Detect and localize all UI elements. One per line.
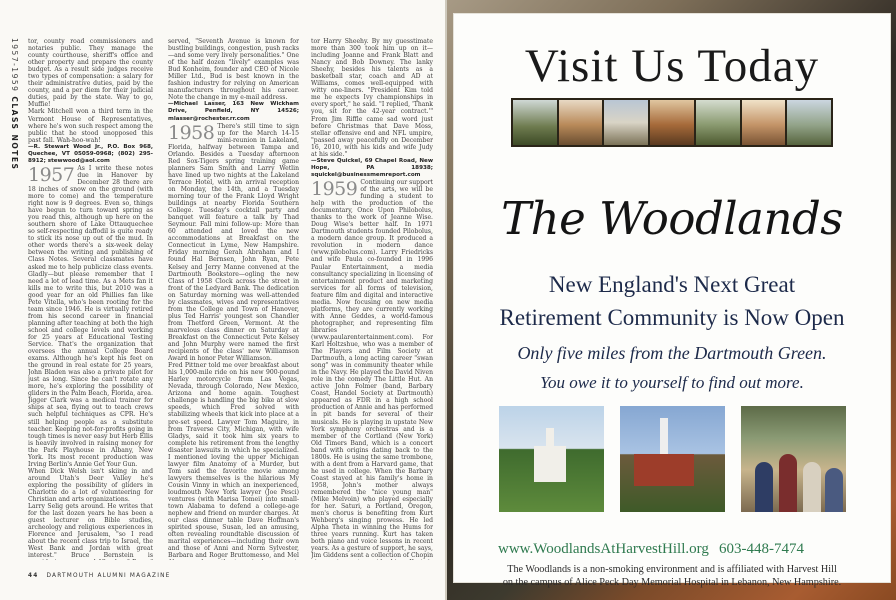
- column-3: [311, 38, 433, 560]
- building-shape: [534, 446, 566, 482]
- subheadline-2: You owe it to yourself to find out more.: [540, 373, 804, 392]
- ad-title: Visit Us Today: [524, 40, 820, 92]
- photo-strip: [511, 98, 833, 147]
- residents-photo: [741, 406, 846, 512]
- phone-number[interactable]: 603-448-7474: [719, 541, 804, 557]
- page-footer: [28, 573, 171, 579]
- col2-body: There's still time to sign up for the March 14-15 mini-reunion in Lakeland, Florida, halfway between Tampa and Orlando. Besides a Tuesday afternoon Red Sox-Tigers spring training game planners Sam Smith and Larry Wetlin have lined up two nights at the Lakeland Terrace Hotel, with an arrival reception on Monday, the 14th, and a Tuesday morning tour of the Frank Lloyd Wright buildings at nearby Florida Southern College. Tuesday's cocktail party and banquet will feature a talk by Thad Seymour. Fall mini follow-up: More than 60 attended and loved the new accommodations at Breakfast on the Connecticut in Lyme, New Hampshire. Friday morning Gerah Abraham and I found Hal Bernsen, John Ryan, Pete Kelsey and Jerry Manne convened at the Dartmouth Bookstore—ogling the new Class of 1958 Clock across the street in front of the Ledyard Bank. The dedication on Saturday morning was well-attended by classmates, wives and representatives from the College and Town of Hanover, plus Ted Harris' youngest son Chandler from Thetford Green, Vermont. At the marvelous class dinner on Saturday at Breakfast on the Connecticut Pete Kelsey and John Murphy were named the first recipients of the class' new Williamson Award in honor Peter Williamson.: [168, 122, 299, 363]
- woodlands-logo-text: The Woodlands: [501, 192, 843, 245]
- magazine-page-left: [0, 0, 445, 600]
- col1-larry: Larry Selig gets around. He writes that for the last dozen years he has been a guest lecturer on Bible studies, archeology and religious experiences in Florence and Jerusalem, "so I read about the recent class trip to Israel, the West Bank and Jordan with great interest." Bruce Bernstein is: [28, 503, 153, 560]
- person-shape: [755, 462, 773, 512]
- person-shape: [803, 462, 821, 512]
- col1-signature: —R. Stewart Wood Jr., P.O. Box 968, Quechee, VT 05059-0968; (802) 295-8912; stewwood@aol.com: [28, 143, 153, 164]
- magazine-title: DARTMOUTH ALUMNI MAGAZINE: [46, 573, 171, 579]
- section-side-label: [9, 38, 21, 198]
- person-shape: [779, 454, 797, 512]
- woodlands-advertisement: [454, 14, 890, 588]
- strip-photo: [787, 100, 831, 145]
- year-1959: 1959: [311, 177, 358, 200]
- col2-signature: —Michael Lasser, 163 New Wickham Drive, Penfield, NY 14526; mlasser@rochester.rr.com: [168, 101, 299, 122]
- col1-dick: When Dick Welsh isn't skiing in and around Utah's Deer Valley he's exploring the possibility of gliders in Charlotte do a lot of volunteering for Christian and arts organizations.: [28, 467, 153, 504]
- col3-body: Continuing our support of the arts, we will be funding a student to help with the production of the documentary, Once Upon Philobolus, thanks to the work of Jeanne Wise. Doug Wise's better half. In 1971 Dartmouth students founded Pilobolus, a modern dance group. It produced a revolution in modern dance (www.pilobolus.com). Larry Friedricks and wife Paula co-founded in 1996 Paular Entertainment, a media consultancy specializing in licensing of entertainment product and marketing services for all forms of television, feature film and digital and interactive media. Now focusing on new media platforms, they are currently working with Anne Geddes, a world-famous photographer, and representing film libraries (www.paularentertainment.com). For Karl Holtzshue, who was a member of The Players and Film Society at Dartmouth, a long acting career "swan song" was in community theater while in the Navy. He played the David Niven role in the comedy The Little Hut. An active John Folmer (band, Barbary Coast, Handel Society at Dartmouth) appeared as FDR in a high school production of Annie and has performed in pit bands for several of their musicals. He is playing in upstate New York symphony orchestras and is a member of the Cortland (New York) Old Timers Band, which is a concert band with origins dating back to the 1800s. He is using the same trombone, with a dent from a Harvard game, that he used in college. When the Barbary Coast stayed at his family's home in 1958, John's mother always remembered the "nice young man" (Mike Melvoin) who played especially for her. Saturi, a Portland, Oregon, men's chorus is benefiting from Kurt Wehberg's singing prowess. He led Alpha Theta in winning the Hums for three years running. Kurt has taken both piano and voice lessons in recent years. As a gesture of support, he says, Jim Giddens sent a collection of Chopin: [311, 178, 433, 560]
- col1-body: As I write these notes due in Hanover by December 28 there are 18 inches of snow on the ground (with more to come) and the temperature right now is 9 degrees. Even so, things have begun to turn toward spring as you read this, although up here on the southern shore of Lake Ottauquechee so self-respecting daffodil is quite ready to stick its nose up out of the mud. In other words there's a six-week delay between the writing and publishing of Class Notes. Several classmates have asked me to help publicize class events. Gladly—but please remember that I need a lot of lead time. As a Mets fan it kills me to write this, but 2010 was a good year for an old Phillies fan like Pete Vitella, who's been rooting for the team since 1946. He is virtually retired from his second career in financial planning after teaching at both the high school and college levels and working for 25 years at Educational Testing Service. That's the organization that oversees the annual College Board exams. Although he's kept his feet on the ground in real estate for 25 years, John Bladen was also a private pilot for just as long. Since he can't rotate any more, he's exploring the possibility of gliders in the Palm Beach, Florida, area.: [28, 164, 153, 398]
- col2-fred: Fred Pittner told me over breakfast about his 1,000-mile ride on his new 900-pound Harley motorcycle from Las Vegas, Nevada, through Colorado, New Mexico, Arizona and home again. Toughest challenge is handling the big bike at slow speeds, which Fred solved with stabilizing wheels that kick into place at a pre-set speed. Lawyer Tom Maguire, in from Traverse City, Michigan, with wife Gladys, said it took him six years to complete his retirement from the lengthy disaster lawsuits in which he specialized. I mentioned loving the upper Michigan lawyer film Anatomy of a Murder, but Tom said the favorite movie among lawyers themselves is the hilarious My Cousin Vinny in which an inexperienced, loudmouth New York lawyer (Joe Pesci) ventures (with Marisa Tomei) into small-town Alabama to defend a college-age nephew and friend on murder charges. At our class dinner table Dave Hoffman's spirited spouse, Susan, led an amusing, often revealing roundtable discussion of marital experiences—including their own and those of Anni and Norm Sylvester, Barbara and Roger Bruttomesso, and Mel: [168, 362, 299, 560]
- headline-line-1: New England's Next Great: [548, 272, 796, 297]
- tower-shape: [634, 454, 694, 486]
- col3-top: tor Harry Sheehy. By my guesstimate more than 300 took him up on it—including Joanne and Frank Blatt and Nancy and Bob Downey. The lanky Sheehy, besides his talents as a basketball star, coach and AD at Williams, comes well-equipped with witty one-liners. "President Kim told me he expects Ivy championships in every sport," he said. "I replied, 'Thank you, sit for the 42-year contract.'" From Jim Riffle came sad word just before Christmas that Dave Moss, stellar offensive end and NFL umpire, "passed away peacefully on December 16, 2010, with his kids and wife Judy at his side.": [311, 38, 433, 158]
- person-shape: [825, 468, 843, 512]
- col1-intro: tor, county road commissioners and notaries public. They manage the county courthouse, sheriff's office and other property and prepare the county budget. As a result side judges receive two types of compensation: a salary for their administrative duties, paid by the county, and a per diem for their judicial duties, paid by the state. Way to go, Muffie!: [28, 38, 153, 109]
- col3-signature: —Steve Quickel, 69 Chapel Road, New Hope, PA 18938; squickel@businessmemreport.com: [311, 157, 433, 178]
- campus-photo: [620, 406, 725, 512]
- column-2: [168, 38, 299, 560]
- page-number: 44: [28, 573, 39, 579]
- column-1: [28, 38, 153, 560]
- year-1957: 1957: [28, 163, 75, 186]
- strip-photo: [650, 100, 694, 145]
- col2-top: served, "Seventh Avenue is known for bustling buildings, congestion, push racks—and some very lively personalities." One of the half dozen "lively" examples was Bud Konheim, founder and CEO of Nicole Miller Ltd., Bud is best known in the fashion industry for relying on American manufacturers throughout his career. Note the change in my e-mail address.: [168, 38, 299, 102]
- ad-photos: [499, 406, 846, 512]
- strip-photo: [604, 100, 648, 145]
- col1-jigger: Jigger Clark was a medical trainer for ships at sea, flying out to teach crews such helpful techniques as CPR. He's still helping people as a substitute teacher. Keeping not-for-profits going in tough times is never easy but Herb Ellis is heavily involved in raising money for the Park Playhouse in Albany, New York. Its most recent production was Irving Berlin's Annie Get Your Gun.: [28, 397, 153, 468]
- strip-photo: [696, 100, 740, 145]
- year-1958: 1958: [168, 121, 215, 144]
- subheadline-1: Only five miles from the Dartmouth Green.: [517, 343, 827, 363]
- headline-line-2: Retirement Community is Now Open: [499, 305, 845, 330]
- strip-photo: [513, 100, 557, 145]
- section-name: CLASS NOTES: [10, 96, 19, 171]
- strip-photo: [742, 100, 786, 145]
- disclaimer-line-1: The Woodlands is a non-smoking environment and is affiliated with Harvest Hill: [507, 564, 837, 575]
- strip-photo: [559, 100, 603, 145]
- section-years: 1957-1959: [10, 38, 19, 93]
- disclaimer-line-2: on the campus of Alice Peck Day Memorial Hospital in Lebanon, New Hampshire.: [502, 577, 842, 588]
- col1-mitchell: Mark Mitchell won a third term in the Vermont House of Representatives, where he's won such respect among the public that he stood unopposed this past fall. Wah-hoo-wah!: [28, 108, 153, 144]
- website-link[interactable]: www.WoodlandsAtHarvestHill.org: [498, 541, 709, 557]
- building-photo: [499, 406, 604, 512]
